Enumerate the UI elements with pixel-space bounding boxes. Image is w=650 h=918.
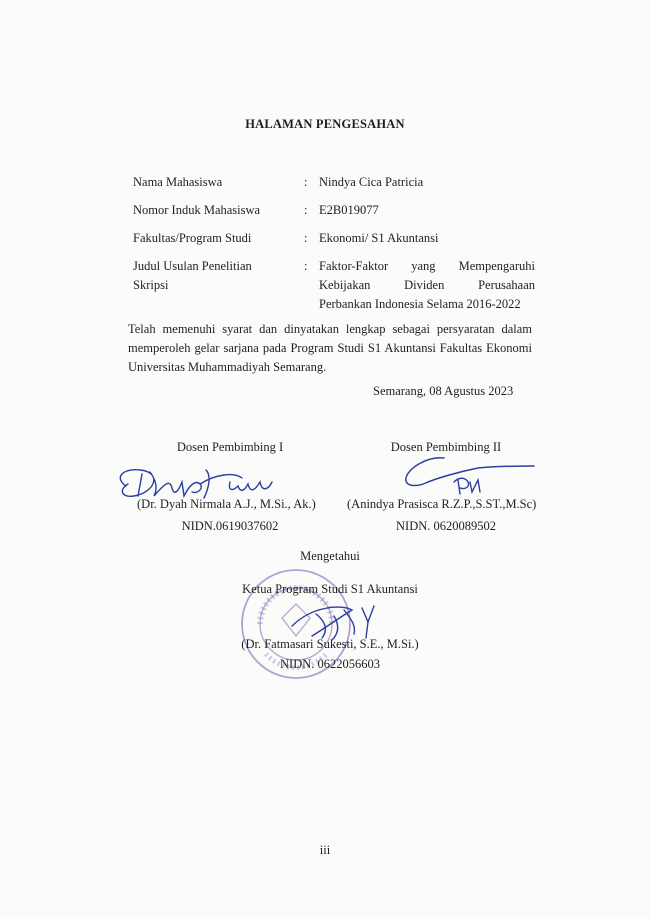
field-value-line: Kebijakan Dividen Perusahaan bbox=[319, 278, 535, 292]
acknowledged-nidn: NIDN. 0622056603 bbox=[280, 657, 380, 671]
statement-line: memperoleh gelar sarjana pada Program Studi S1 Akuntansi Fakultas Ekonomi bbox=[128, 341, 532, 355]
field-colon: : bbox=[304, 259, 308, 273]
advisor1-nidn: NIDN.0619037602 bbox=[181, 519, 279, 533]
place-date: Semarang, 08 Agustus 2023 bbox=[373, 384, 514, 398]
acknowledged-name: (Dr. Fatmasari Sukesti, S.E., M.Si.) bbox=[241, 637, 419, 651]
field-label: Fakultas/Program Studi bbox=[133, 231, 252, 245]
statement-line: Universitas Muhammadiyah Semarang. bbox=[128, 360, 327, 374]
acknowledged-heading: Mengetahui bbox=[300, 549, 360, 563]
field-value: Nindya Cica Patricia bbox=[319, 175, 424, 189]
field-label bbox=[133, 257, 298, 295]
page-number: iii bbox=[319, 843, 331, 857]
advisor1-name: (Dr. Dyah Nirmala A.J., M.Si., Ak.) bbox=[137, 497, 316, 511]
acknowledged-role: Ketua Program Studi S1 Akuntansi bbox=[242, 582, 418, 596]
field-label-line: Skripsi bbox=[133, 278, 169, 292]
field-colon: : bbox=[304, 203, 308, 217]
field-value-line: Faktor-Faktor yang Mempengaruhi bbox=[319, 259, 535, 273]
advisor2-nidn: NIDN. 0620089502 bbox=[396, 519, 496, 533]
page-title: HALAMAN PENGESAHAN bbox=[245, 117, 405, 131]
advisor2-role: Dosen Pembimbing II bbox=[390, 440, 502, 454]
statement-line: Telah memenuhi syarat dan dinyatakan lengkap sebagai persyaratan dalam bbox=[128, 322, 532, 336]
field-label-line: Judul Usulan Penelitian bbox=[133, 259, 252, 273]
field-value: Ekonomi/ S1 Akuntansi bbox=[319, 231, 439, 245]
field-value: E2B019077 bbox=[319, 203, 379, 217]
advisor2-signature bbox=[398, 452, 538, 500]
field-colon: : bbox=[304, 231, 308, 245]
statement-paragraph bbox=[128, 320, 532, 377]
field-value bbox=[319, 257, 535, 314]
field-label: Nomor Induk Mahasiswa bbox=[133, 203, 261, 217]
field-value-line: Perbankan Indonesia Selama 2016-2022 bbox=[319, 297, 521, 311]
advisor2-name: (Anindya Prasisca R.Z.P.,S.ST.,M.Sc) bbox=[347, 497, 537, 511]
field-colon: : bbox=[304, 175, 308, 189]
field-label: Nama Mahasiswa bbox=[133, 175, 223, 189]
advisor1-role: Dosen Pembimbing I bbox=[176, 440, 284, 454]
